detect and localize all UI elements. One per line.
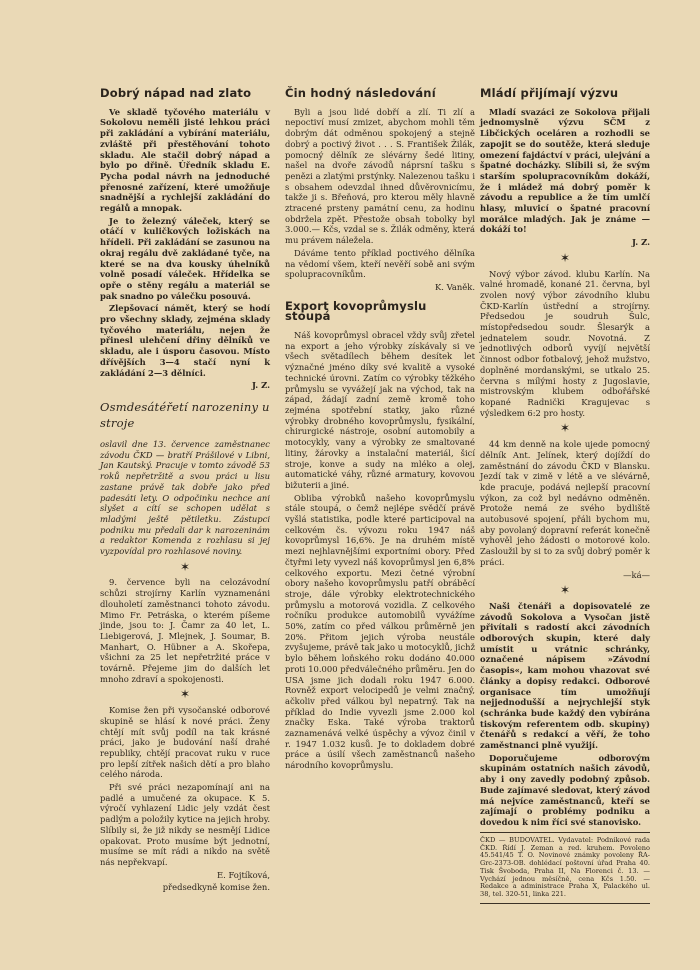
star-separator-icon: ✶ xyxy=(559,250,571,265)
paragraph: Naši čtenáři a dopisovatelé ze závodů Sokolova a Vysočan jistě přivítali s radostí akci závodních odborových skupin, které daly umístit u vrátnic schránky, označené nápisem »Závodní časopis«, kam mohou vhazovat své články a dopisy redakci. Odborové organisace tím umožňují nejjednodušší a nejrychlejší styk (schránka bude každý den vybírána tiskovým referentem odb. skupiny) čtenářů s redakcí a věří, že toho zaměstnanci plně využijí. xyxy=(480,600,650,751)
divider xyxy=(480,832,650,833)
column-left xyxy=(100,80,270,895)
headline-export: Export kovoprůmyslu stoupá xyxy=(285,298,427,324)
paragraph: Dáváme tento příklad poctivého dělníka na vědomí všem, kteří nevěří sobě ani svým spolupracovníkům. xyxy=(285,247,475,280)
paragraph: Komise žen při vysočanské odborové skupině se hlásí k nové práci. Ženy chtějí mít svůj podíl na tak krásné práci, jako je budování naší drahé republiky, chtějí pracovat ruku v ruce pro lepší zítřek našich dětí a pro blaho celého národa. xyxy=(100,705,270,780)
author-signature: —ká— xyxy=(623,569,650,580)
paragraph: Mladí svazáci ze Sokolova přijali jednomyslně výzvu SČM z Libčických oceláren a rozhodli se zapojit se do soutěže, která sleduje omezení fajdáctví v práci, ulejvání a špatné docházky. Slíbili si, že svým starším spolupracovníkům dokáží, že i mládež má dobrý poměr k závodu a republice a že tím umlčí hlasy, mluvicí o špatné pracovní morálce mladých. Jak je známe — dokáží to! xyxy=(480,106,650,235)
column-middle xyxy=(285,80,475,773)
paragraph: Byli a jsou lidé dobří a zlí. Ti zlí a nepoctiví musí zmizet, abychom mohli těm dobrým dát odměnou spokojený a stejně dobrý a poctivý život . . . S. František Žilák, pomocný dělník ze slévárny šedé litiny, našel na dvoře závodů náprsní tašku s penězi a zlatými prstýnky. Nalezenou tašku i s obsahem odevzdal ihned důvěrovnicímu, takže ji s. Břeňová, pro kterou měly hlavně ztracené prsteny památní cenu, za hodinu obdržela zpět. Přestože obsah tobolky byl 3.000.— Kčs, vzdal se s. Žilák odměny, která mu právem náležela. xyxy=(285,106,475,246)
headline-osmdesate-narozeniny: Osmdesátéřetí narozeniny u stroje xyxy=(100,399,270,430)
paragraph: Zlepšovací námět, který se hodí pro všechny sklady, zejména sklady tyčového materiálu, nejen že přinesl ulehčení dřiny dělníků ve skladu, ale i úsporu časovou. Místo dřívějších 3—4 stačí nyní k zakládání 2—3 dělníci. xyxy=(100,303,270,378)
paragraph: 44 km denně na kole ujede pomocný dělník Ant. Jelínek, který dojíždí do zaměstnání do závodu ČKD v Blansku. Jezdí tak v zimě v létě a ve slévárně, kde pracuje, podává nejlepší pracovní výkon, za což byl nedávno odměněn. Protože nemá ze svého bydliště autobusové spojení, přáli bychom mu, aby povolaný dopravní referát konečně vyhověl jeho žádosti o motorové kolo. Zasloužil by si to za svůj dobrý poměr k práci. xyxy=(480,439,650,567)
paragraph: Je to železný váleček, který se otáčí v kuličkových ložiskách na hřídeli. Při zakládání se zasunou na okraj regálu dvě zakládané tyče, na které se na dva kousky úhelníků volně posadí váleček. Hřídelka se opře o stěny regálu a materiál se pak snadno po válečku posouvá. xyxy=(100,215,270,301)
star-separator-icon: ✶ xyxy=(179,559,191,574)
author-signature: K. Vaněk. xyxy=(435,281,475,292)
star-separator-icon: ✶ xyxy=(179,687,191,702)
divider xyxy=(480,903,650,904)
star-separator-icon: ✶ xyxy=(559,421,571,436)
paragraph: oslavil dne 13. července zaměstnanec závodu ČKD — bratří Prášilové v Libni, Jan Kautský. Pracuje v tomto závodě 53 roků nepřetržitě a svou práci u lisu zastane právě tak dobře jako před padesáti lety. O odpočinku nechce ani slyšet a cítí se schopen udělat s mladými ještě pětiletku. Zástupci podniku mu předali dar k narozeninám a redaktor Komenda z rozhlasu si jej vyzpovídal pro rozhlasové noviny. xyxy=(100,438,270,557)
paragraph: Ve skladě tyčového materiálu v Sokolovu neměli jisté lehkou práci při zakládání a vybírání materiálu, zvláště při přestěhování tohoto skladu. Ale stačil dobrý nápad a bylo po dřině. Úředník skladu E. Pycha podal návrh na jednoduché přenosné zařízení, které umožňuje snadnější a rychlejší zakládání do regálů a mnopak. xyxy=(100,106,270,214)
paragraph: Doporučujeme odborovým skupinám ostatních našich závodů, aby i ony zavedly podobný způsob. Bude zajímavé sledovat, který závod má nejvíce zaměstnanců, kteří se zajímají o problémy podniku a dovedou k nim říci své stanovisko. xyxy=(480,752,650,827)
paragraph: Nový výbor závod. klubu Karlín. Na valné hromadě, konané 21. června, byl zvolen nový výbor závodního klubu ČKD-Karlín ústřední a strojírny. Předsedou je soudruh Šulc, místopředsedou soudr. Šlesarýk a jednatelem soudr. Novotná. Z jednotlivých odborů vyvíjí největší činnost odbor fotbalový, jehož mužstvo, doplněné mordanskými, se utkalo 25. června s mílými hosty z Jugoslavie, mistrovským klubem odbořářské kopané Radnički Kragujevac s výsledkem 6:2 pro hosty. xyxy=(480,268,650,418)
author-role: předsedkyně komise žen. xyxy=(162,882,270,893)
headline-cin-hodny: Čin hodný následování xyxy=(285,86,436,100)
imprint: ČKD — BUDOVATEL. Vydavatel: Podnikové rada ČKD. Řídí J. Zeman a red. kruhem. Povoleno 45.541/45 T. O. Novinové známky povoleny ŘA-Grc-2373-OB. dohlédací poštovní úřad Praha 40. Tisk Švoboda, Praha II, Na Florenci č. 13. — Vychází jednou měsíčně, cena Kčs 1.50. — Redakce a administrace Praha X, Palackého ul. 38, tel. 320-51, linka 221. xyxy=(480,835,650,899)
author-signature: E. Fojtíková, xyxy=(217,869,270,880)
paragraph: Obliba výrobků našeho kovoprůmyslu stále stoupá, o čemž nejlépe svědčí právě vyšlá statistika, podle které participoval na celkovém čs. vývozu roku 1947 náš kovoprůmysl 16,6%. Je na druhém místě mezi nejhlavnějšími exportními obory. Před čtyřmi lety vyvezl náš kovoprůmysl jen 6,8% celkového exportu. Mezi četné výrobní obory našeho kovoprůmyslu patří obráběcí stroje, dále výrobky elektrotechnického průmyslu a motorová vozidla. Z celkového ročníku produkce automobilů vyvážíme 50%, zatím co před válkou průměrně jen 20%. Přitom jejich výroba neustále zvyšujeme, právě tak jako u motocyklů, jichž bylo během loňského roku dodáno 40.000 proti 10.000 předválečného průměru. Jen do USA jsme jich dodali roku 1947 6.000. Rovněž export velocipedů je velmi značný, ačkoliv před válkou byl nepatrný. Tak na příklad do Indie vyvezli jsme 2.000 kol značky Eska. Také výroba traktorů zaznamenává velké úspěchy a vývoz činil v r. 1947 1.032 kusů. Je to dokladem dobré práce a úsilí všech zaměstnanců našeho národního kovoprůmyslu. xyxy=(285,492,475,771)
headline-dobry-napad: Dobrý nápad nad zlato xyxy=(100,86,252,100)
column-right xyxy=(480,80,650,908)
author-signature: J. Z. xyxy=(631,237,650,248)
headline-mladi: Mládí přijímají výzvu xyxy=(480,86,619,100)
paragraph: Při své práci nezapomínají ani na padlé a umučené za okupace. K 5. výročí vyhlazení Lidic jely vzdát čest padlým a položily kytice na jejich hroby. Slíbily si, že již nikdy se nesmějí Lidice opakovat. Proto musíme být jednotní, musíme se mít rádi a nikdo na světě nás nepřekvapí. xyxy=(100,782,270,867)
paragraph: 9. července byli na celozávodní schůzi strojírny Karlín vyznamenáni dlouholetí zaměstnanci tohoto závodu. Mimo Fr. Petráska, o kterém píšeme jinde, jsou to: J. Čamr za 40 let, L. Liebigerová, J. Mlejnek, J. Soumar, B. Manhart, O. Hübner a A. Skořepa, všichni za 25 let nepřetržité práce v továrně. Přejeme jim do dalších let mnoho zdraví a spokojenosti. xyxy=(100,577,270,684)
author-signature: J. Z. xyxy=(251,380,270,391)
paragraph: Náš kovoprůmysl obracel vždy svůj zřetel na export a jeho výrobky získávaly si ve všech světadílech během desítek let význačné jméno díky své kvalitě a vysoké technické úrovni. Zatím co výrobky těžkého průmyslu se vyvážejí jak na východ, tak na západ, žádají zadní země kromě toho zejména spotřební statky, jako různé výrobky drobného kovoprůmyslu, fysikální, chirurgické nástroje, osobní automobily a motocykly, vany a výrobky ze smaltované litiny, žárovky a instalační materiál, šicí stroje, konve a sudy na mléko a olej, automatické váhy, různé armatury, kovovou bižuterii a jiné. xyxy=(285,330,475,490)
star-separator-icon: ✶ xyxy=(559,583,571,598)
